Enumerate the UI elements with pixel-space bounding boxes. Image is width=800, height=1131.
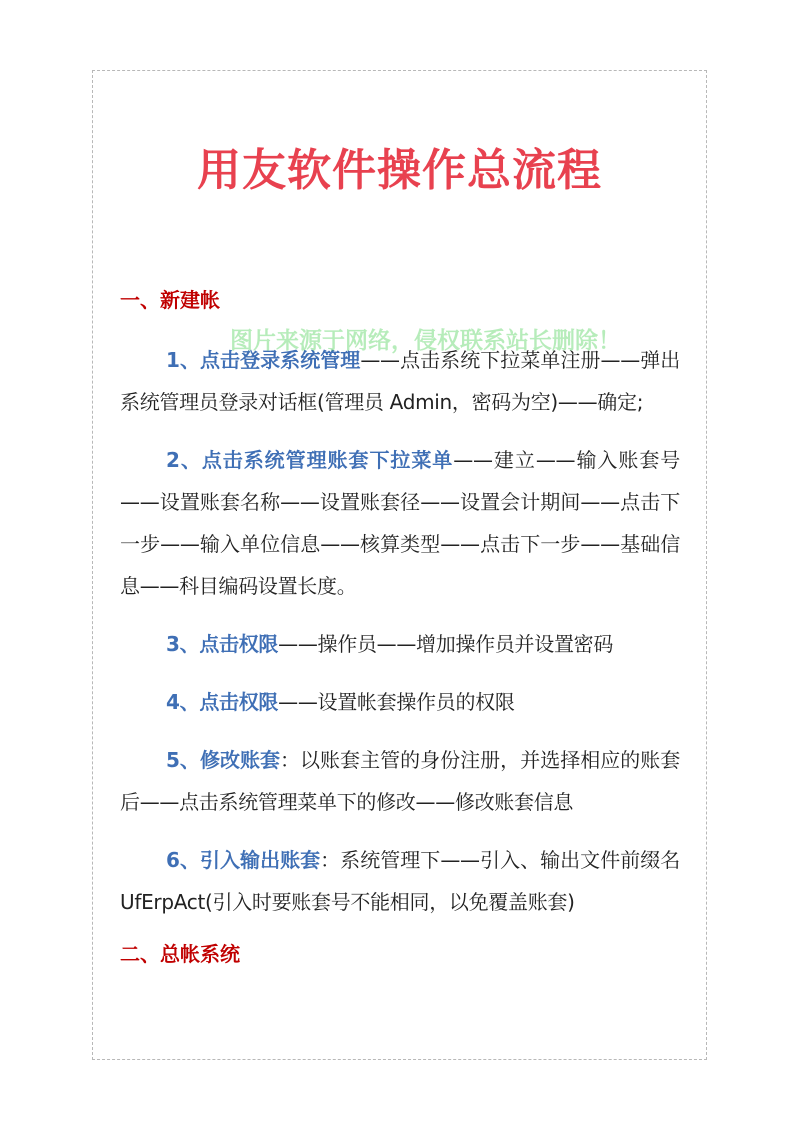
step-3-keyword: 点击权限 — [199, 632, 279, 656]
step-4-keyword: 点击权限 — [199, 690, 279, 714]
step-1 — [120, 339, 680, 423]
step-6-text: ：系统管理下——引入、输出文件前缀名 UfErpAct(引入时要账套号不能相同，以免覆盖账套) — [120, 848, 680, 914]
step-5-text: ：以账套主管的身份注册，并选择相应的账套后——点击系统管理菜单下的修改——修改账套信息 — [120, 748, 680, 814]
step-3-text: ——操作员——增加操作员并设置密码 — [278, 632, 614, 656]
step-3 — [120, 623, 680, 665]
step-1-number: 1、 — [166, 348, 200, 372]
step-1-keyword: 点击登录系统管理 — [200, 348, 361, 372]
step-1-text: ——点击系统下拉菜单注册——弹出系统管理员登录对话框(管理员 Admin，密码为空)——确定; — [120, 348, 680, 414]
document-title: 用友软件操作总流程 — [197, 145, 602, 196]
document-body — [120, 285, 680, 969]
step-4-number: 4、 — [166, 690, 200, 714]
step-4-text: ——设置帐套操作员的权限 — [278, 690, 515, 714]
step-2-text: ——建立——输入账套号 ——设置账套名称——设置账套径——设置会计期间——点击下一步——输入单位信息——核算类型——点击下一步——基础信息——科目编码设置长度。 — [120, 448, 680, 598]
step-6 — [120, 839, 680, 923]
step-3-number: 3、 — [166, 632, 200, 656]
step-6-number: 6、 — [166, 848, 200, 872]
step-5-number: 5、 — [166, 748, 200, 772]
section-heading-general-ledger: 二、总帐系统 — [120, 942, 240, 966]
section-heading-new-account: 一、新建帐 — [120, 288, 220, 312]
step-2-keyword: 点击系统管理账套下拉菜单 — [201, 448, 454, 472]
step-5-keyword: 修改账套 — [199, 748, 281, 772]
watermark-text: 图片来源于网络，侵权联系站长删除！ — [230, 328, 621, 354]
step-5 — [120, 739, 680, 823]
step-6-keyword: 引入输出账套 — [199, 848, 321, 872]
step-4 — [120, 681, 680, 723]
step-2-number: 2、 — [166, 448, 202, 472]
step-2 — [120, 439, 680, 607]
